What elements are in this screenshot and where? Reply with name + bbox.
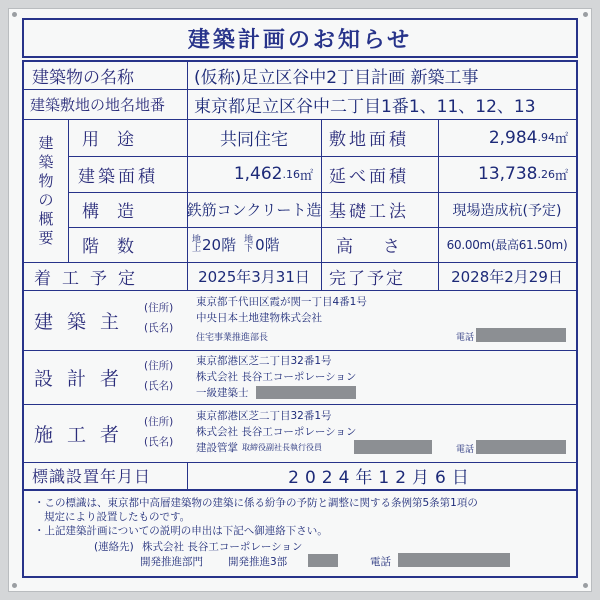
redacted-name: [256, 386, 356, 399]
designer-name: 株式会社 長谷工コーポレーション: [196, 371, 357, 383]
redacted-phone: [398, 553, 510, 567]
sign-date-label: 標識設置年月日: [32, 467, 152, 486]
screw-icon: [583, 583, 588, 588]
height-label: 高さ: [336, 237, 430, 257]
notes: [22, 491, 578, 578]
owner-sub-address: (住所): [144, 302, 174, 314]
contact-dept: 開発推進部門: [140, 556, 203, 568]
building-area-label: 建築面積: [78, 166, 158, 187]
screw-icon: [12, 12, 17, 17]
site-address-label: 建築敷地の地名地番: [30, 95, 166, 114]
constructor-name: 株式会社 長谷工コーポレーション: [196, 426, 357, 438]
building-name-value: (仮称)足立区谷中2丁目計画 新築工事: [194, 68, 479, 88]
contact-phone-label: 電話: [370, 556, 391, 568]
note-line-3: ・上記建築計画についての説明の申出は下記へ御連絡下さい。: [34, 525, 328, 537]
site-address-value: 東京都足立区谷中二丁目1番1、11、12、13: [194, 96, 536, 117]
designer-address: 東京都港区芝二丁目32番1号: [196, 355, 332, 367]
overview-label: 建 築 物 の 概 要: [38, 133, 54, 247]
sign-date-value: 2024年12月6日: [288, 468, 475, 488]
designer-sub-address: (住所): [144, 360, 174, 372]
constructor-address: 東京都港区芝二丁目32番1号: [196, 410, 332, 422]
owner-person: 住宅事業推進部長: [196, 333, 269, 343]
site-area-label: 敷地面積: [329, 130, 409, 150]
redacted-phone: [476, 440, 566, 454]
use-label: 用途: [82, 130, 152, 150]
constructor-label: 施工者: [34, 423, 134, 446]
owner-name: 中央日本土地建物株式会社: [196, 312, 322, 324]
redacted-phone: [476, 328, 566, 342]
contact-label: (連絡先): [94, 541, 134, 553]
note-line-1: ・この標識は、東京都中高層建築物の建築に係る紛争の予防と調整に関する条例第5条第1項の: [34, 497, 478, 509]
height-value: 60.00m(最高61.50m): [446, 238, 568, 252]
floor-area-value: 13,738 .26 ㎡: [478, 164, 568, 184]
page-title: 建築計画のお知らせ: [22, 18, 578, 58]
constructor-phone-label: 電話: [456, 445, 475, 455]
site-area-value: 2,984 .94 ㎡: [488, 127, 568, 148]
foundation-label: 基礎工法: [329, 202, 409, 222]
constructor-person: 建設管掌 取締役副社長執行役員: [196, 442, 322, 454]
owner-phone-label: 電話: [456, 333, 475, 343]
owner-sub-name: (氏名): [144, 322, 174, 334]
end-label: 完了予定: [329, 268, 405, 289]
redacted-name: [354, 440, 432, 454]
building-area-value: 1,462 .16 ㎡: [233, 164, 313, 184]
structure-label: 構造: [82, 202, 152, 222]
owner-address: 東京都千代田区霞が関一丁目4番1号: [196, 296, 367, 308]
redacted-name: [308, 554, 338, 567]
designer-person: 一級建築士: [196, 387, 249, 399]
designer-label: 設計者: [34, 367, 134, 390]
note-line-2: 規定により設置したものです。: [44, 511, 191, 523]
floor-area-label: 延べ面積: [329, 166, 409, 187]
owner-label: 建築主: [34, 310, 134, 333]
contact-section: 開発推進3部: [228, 556, 288, 568]
floors-value: 地 上 20階 地 下 0階: [192, 234, 280, 254]
designer-sub-name: (氏名): [144, 380, 174, 392]
constructor-sub-name: (氏名): [144, 436, 174, 448]
end-date: 2028年2月29日: [451, 267, 563, 286]
building-name-label: 建築物の名称: [32, 68, 134, 88]
screw-icon: [12, 583, 17, 588]
contact-company: 株式会社 長谷工コーポレーション: [142, 541, 303, 553]
floors-label: 階数: [82, 237, 152, 257]
notice-table: [22, 60, 578, 491]
use-value: 共同住宅: [220, 130, 288, 150]
structure-value: 鉄筋コンクリート造: [186, 201, 322, 219]
constructor-sub-address: (住所): [144, 416, 174, 428]
foundation-value: 現場造成杭(予定): [452, 202, 562, 219]
start-label: 着工予定: [34, 268, 146, 289]
screw-icon: [583, 12, 588, 17]
start-date: 2025年3月31日: [198, 267, 310, 286]
